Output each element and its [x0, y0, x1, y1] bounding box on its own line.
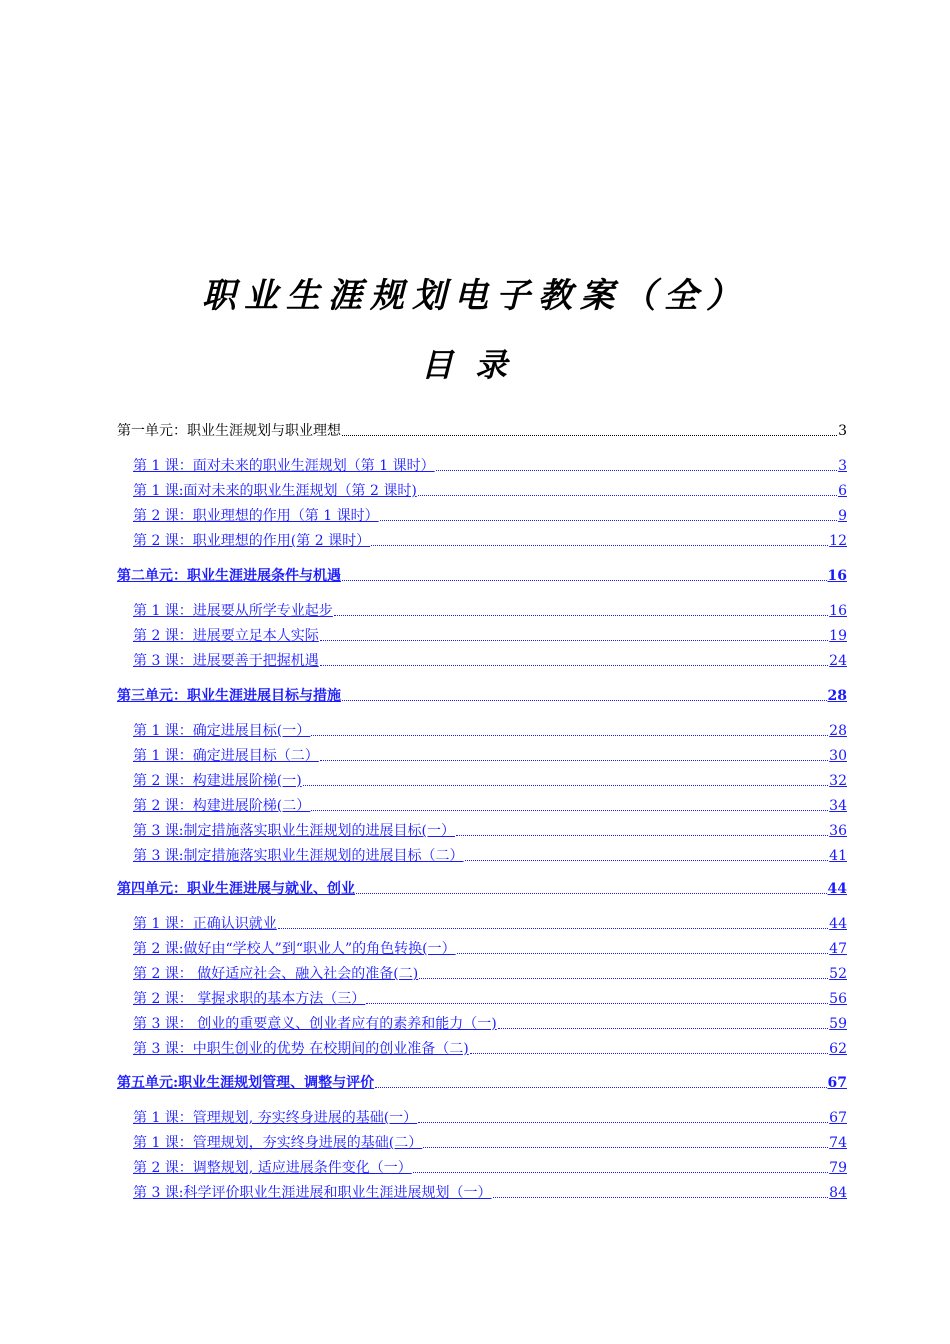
toc-page-number: 6: [838, 483, 847, 499]
toc-lesson-entry[interactable]: [133, 1158, 847, 1178]
toc-page-number: 56: [829, 991, 847, 1007]
toc-entry-label: 第 2 课：调整规划, 适应进展条件变化（一）: [133, 1160, 412, 1176]
toc-entry-label: 第 1 课：正确认识就业: [133, 916, 277, 932]
toc-entry-label: 第 1 课：确定进展目标（二）: [133, 748, 319, 764]
toc-lesson-entry[interactable]: [133, 626, 847, 646]
toc-leader-dots: [375, 1073, 826, 1088]
toc-lesson-entry[interactable]: [133, 651, 847, 671]
toc-entry-label: 第 3 课:科学评价职业生涯进展和职业生涯进展规划（一）: [133, 1185, 492, 1201]
toc-lesson-entry[interactable]: [133, 531, 847, 551]
toc-leader-dots: [342, 421, 837, 436]
toc-entry-label: 第三单元：职业生涯进展目标与措施: [117, 688, 341, 704]
toc-leader-dots: [311, 721, 828, 736]
toc-leader-dots: [418, 481, 837, 496]
toc-leader-dots: [320, 626, 828, 641]
toc-lesson-entry[interactable]: [133, 846, 847, 866]
toc-lesson-entry[interactable]: [133, 821, 847, 841]
toc-lesson-entry[interactable]: [133, 1108, 847, 1128]
toc-lesson-entry[interactable]: [133, 1183, 847, 1203]
toc-page-number: 84: [829, 1185, 847, 1201]
toc-lesson-entry[interactable]: [133, 989, 847, 1009]
toc-leader-dots: [356, 879, 827, 894]
toc-leader-dots: [436, 456, 837, 471]
toc-page-number: 52: [829, 966, 847, 982]
toc-leader-dots: [311, 796, 828, 811]
toc-page-number: 30: [829, 748, 847, 764]
toc-unit-entry[interactable]: [117, 879, 847, 899]
toc-page-number: 16: [827, 568, 847, 584]
toc-leader-dots: [342, 566, 827, 581]
toc-page-number: 12: [829, 533, 847, 549]
toc-page-number: 62: [829, 1041, 847, 1057]
toc-entry-label: 第 3 课:制定措施落实职业生涯规划的进展目标（二）: [133, 848, 464, 864]
toc-page-number: 59: [829, 1016, 847, 1032]
toc-entry-label: 第 2 课：构建进展阶梯(二）: [133, 798, 311, 814]
toc-entry-label: 第 2 课：构建进展阶梯(一): [133, 773, 302, 789]
toc-lesson-entry[interactable]: [133, 939, 847, 959]
toc-entry-label: 第 2 课： 掌握求职的基本方法（三）: [133, 991, 366, 1007]
toc-entry-label: 第 2 课：职业理想的作用(第 2 课时）: [133, 533, 371, 549]
toc-leader-dots: [418, 1108, 828, 1123]
toc-entry-label: 第 3 课：中职生创业的优势 在校期间的创业准备（二): [133, 1041, 469, 1057]
toc-page-number: 9: [838, 508, 847, 524]
document-title: 职业生涯规划电子教案（全）: [202, 276, 748, 316]
toc-page-number: 67: [827, 1075, 847, 1091]
toc-entry-label: 第二单元：职业生涯进展条件与机遇: [117, 568, 341, 584]
toc-entry-label: 第 2 课： 做好适应社会、融入社会的准备(二): [133, 966, 419, 982]
toc-page-number: 74: [829, 1135, 847, 1151]
toc-lesson-entry[interactable]: [133, 1039, 847, 1059]
toc-leader-dots: [419, 964, 828, 979]
toc-leader-dots: [320, 746, 828, 761]
toc-lesson-entry[interactable]: [133, 721, 847, 741]
toc-page-number: 32: [829, 773, 847, 789]
toc-page-number: 28: [827, 688, 847, 704]
toc-leader-dots: [278, 914, 828, 929]
toc-entry-label: 第 2 课：进展要立足本人实际: [133, 628, 319, 644]
toc-entry-label: 第 1 课：确定进展目标(一）: [133, 723, 311, 739]
toc-unit-entry[interactable]: [117, 686, 847, 706]
toc-entry-label: 第四单元：职业生涯进展与就业、创业: [117, 881, 355, 897]
toc-leader-dots: [303, 771, 828, 786]
toc-lesson-entry[interactable]: [133, 796, 847, 816]
toc-page-number: 3: [838, 423, 847, 439]
toc-leader-dots: [413, 1158, 828, 1173]
toc-leader-dots: [320, 651, 828, 666]
toc-lesson-entry[interactable]: [133, 506, 847, 526]
toc-entry-label: 第 1 课：进展要从所学专业起步: [133, 603, 333, 619]
toc-page-number: 36: [829, 823, 847, 839]
toc-lesson-entry[interactable]: [133, 456, 847, 476]
toc-leader-dots: [342, 686, 827, 701]
toc-page-number: 44: [827, 881, 847, 897]
toc-leader-dots: [465, 846, 829, 861]
toc-lesson-entry[interactable]: [133, 964, 847, 984]
toc-entry-label: 第 1 课：面对未来的职业生涯规划（第 1 课时）: [133, 458, 435, 474]
toc-unit-entry[interactable]: [117, 421, 847, 441]
toc-leader-dots: [493, 1183, 829, 1198]
toc-leader-dots: [470, 1039, 828, 1054]
toc-leader-dots: [457, 939, 829, 954]
toc-leader-dots: [498, 1014, 828, 1029]
toc-page-number: 19: [829, 628, 847, 644]
toc-page-number: 79: [829, 1160, 847, 1176]
toc-entry-label: 第 2 课：职业理想的作用（第 1 课时）: [133, 508, 379, 524]
toc-entry-label: 第 1 课：管理规划, 夯实终身进展的基础(一）: [133, 1110, 418, 1126]
toc-entry-label: 第五单元:职业生涯规划管理、调整与评价: [117, 1075, 375, 1091]
toc-page-number: 67: [829, 1110, 847, 1126]
toc-lesson-entry[interactable]: [133, 601, 847, 621]
toc-unit-entry[interactable]: [117, 566, 847, 586]
toc-lesson-entry[interactable]: [133, 481, 847, 501]
toc-page-number: 3: [838, 458, 847, 474]
toc-leader-dots: [423, 1133, 828, 1148]
toc-page-number: 24: [829, 653, 847, 669]
toc-lesson-entry[interactable]: [133, 771, 847, 791]
toc-entry-label: 第 1 课:面对未来的职业生涯规划（第 2 课时): [133, 483, 417, 499]
toc-entry-label: 第 3 课： 创业的重要意义、创业者应有的素养和能力（一): [133, 1016, 497, 1032]
toc-page-number: 34: [829, 798, 847, 814]
toc-entry-label: 第 1 课：管理规划，夯实终身进展的基础(二）: [133, 1135, 423, 1151]
toc-leader-dots: [334, 601, 828, 616]
toc-page-number: 47: [829, 941, 847, 957]
toc-entry-label: 第 2 课:做好由“学校人”到“职业人”的角色转换(一）: [133, 941, 456, 957]
toc-page-number: 44: [829, 916, 847, 932]
toc-leader-dots: [380, 506, 837, 521]
toc-page-number: 28: [829, 723, 847, 739]
toc-page-number: 41: [829, 848, 847, 864]
toc-leader-dots: [456, 821, 828, 836]
toc-lesson-entry[interactable]: [133, 746, 847, 766]
toc-leader-dots: [371, 531, 828, 546]
toc-lesson-entry[interactable]: [133, 1133, 847, 1153]
toc-entry-label: 第 3 课:制定措施落实职业生涯规划的进展目标(一）: [133, 823, 455, 839]
toc-unit-entry[interactable]: [117, 1073, 847, 1093]
toc-leader-dots: [366, 989, 828, 1004]
toc-lesson-entry[interactable]: [133, 914, 847, 934]
toc-page-number: 16: [829, 603, 847, 619]
toc-lesson-entry[interactable]: [133, 1014, 847, 1034]
toc-entry-label: 第一单元：职业生涯规划与职业理想: [117, 423, 341, 439]
toc-heading: 目录: [420, 346, 529, 384]
toc-entry-label: 第 3 课：进展要善于把握机遇: [133, 653, 319, 669]
